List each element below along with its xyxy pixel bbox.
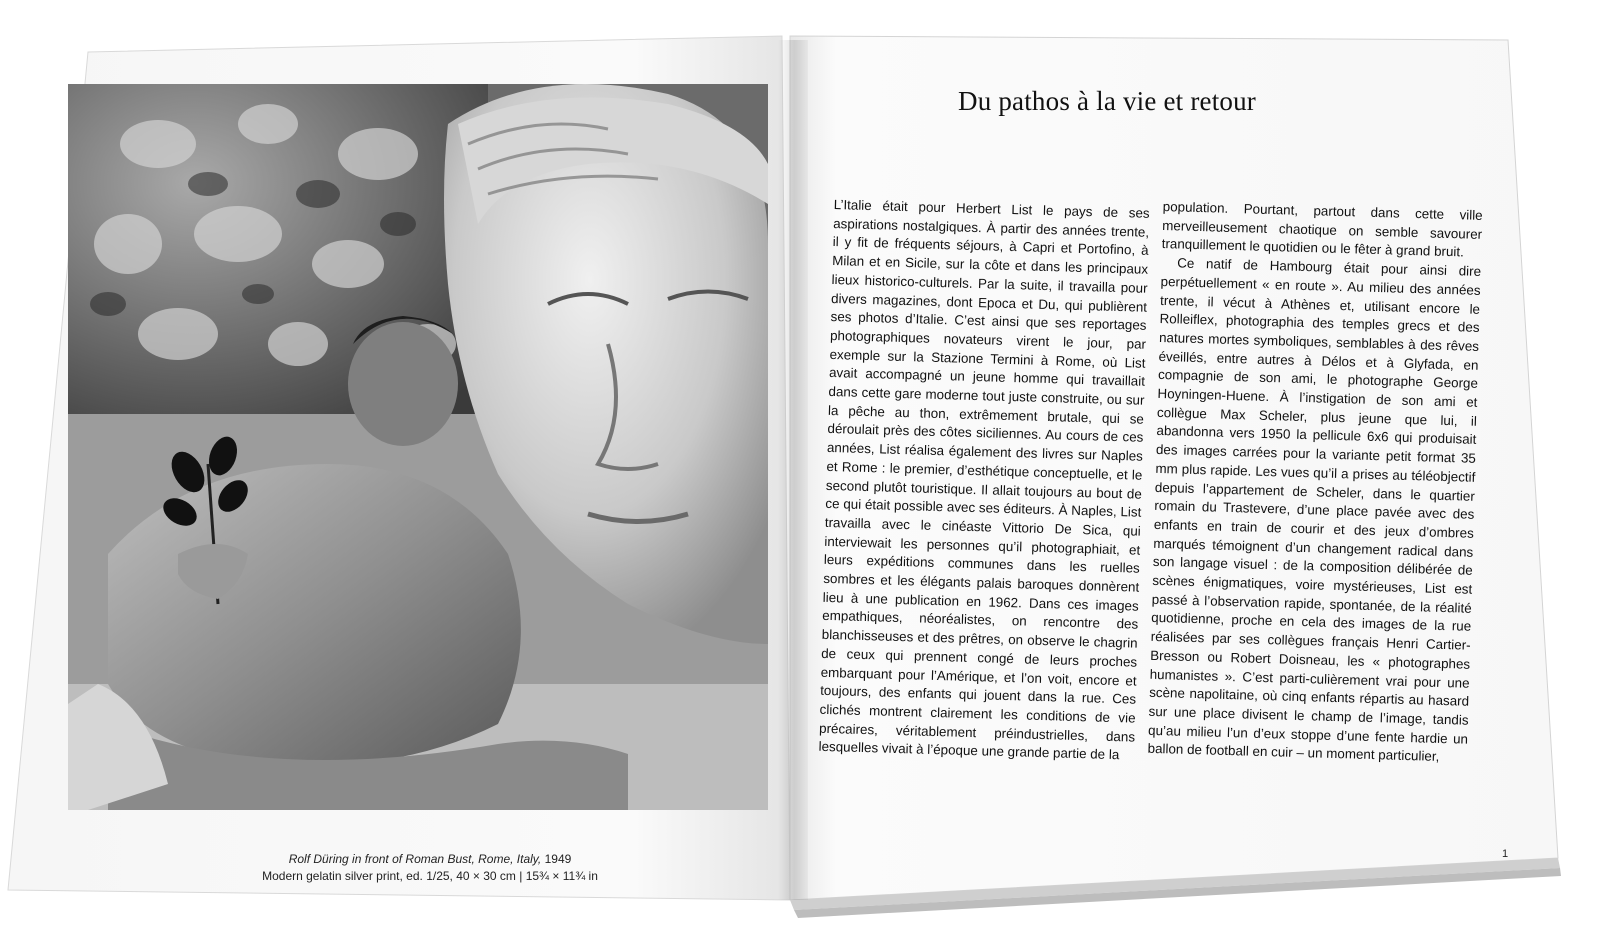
article-heading: Du pathos à la vie et retour	[958, 86, 1256, 116]
text-column-2	[1147, 198, 1483, 768]
caption-year: 1949	[544, 852, 572, 866]
paragraph: L’Italie était pour Herbert List le pays de ses aspirations nostalgiques. À partir des années trente, il y fit de fréquents séjours, à Capri et Portofino, à Milan et en Sicile, sur la côte et dans les principaux lieux historico-culturels. Par la suite, il travailla pour divers magazines, dont Epoca et Du, qui publièrent ses photos d’Italie. C’est ainsi que ses reportages photographiques novateurs virent le jour, par exemple sur la Stazione Termini à Rome, où List avait accompagné un jeune homme qui travaillait dans cette gare moderne tout juste construite, ou sur la pêche au thon, extrêmement brutale, qui se déroulait près des côtes siciliennes. Au cours de ces années, List réalisa également des livres sur Naples et Rome : le premier, d’esthétique conceptuelle, et le second plutôt touristique. Il allait toujours au bout de ce qui était possible avec ses éditeurs. À Naples, List travailla avec le cinéaste Vittorio De Sica, qui interviewait les personnes qu’il photographiait, et leurs expéditions communes dans les ruelles sombres et les élégants palais baroques donnèrent lieu à une publication en 1962. Dans ces images empathiques, néoréalistes, on rencontre des blanchisseuses et des prêtres, on observe le chagrin de ceux qui prennent congé de leurs proches embarquant pour l’Amérique, et l’on voit, encore et toujours, des enfants qui jouent dans la rue. Ces clichés montrent clairement les conditions de vie précaires, véritablement préindustrielles, dans lesquelles vivait à l’époque une grande partie de la	[818, 196, 1150, 763]
paragraph: Ce natif de Hambourg était pour ainsi dire perpétuellement « en route ». Au milieu des années trente, il vécut à Athènes et, utilisant encore le Rolleiflex, photographia des temples grecs et des natures mortes symboliques, semblables à des rêves éveillés, entre autres à Délos et à Glyfada, en compagnie de son ami, le photographe George Hoyningen-Huene. À l’instigation de son ami et collègue Max Scheler, plus jeune que lui, il abandonna vers 1950 la pellicule 6x6 qui produisait des images carrées pour la variante petit format 35 mm plus rapide. Les vues qu’il a prises au téléobjectif depuis l’appartement de Scheler, dans le quartier romain du Trastevere, d’une place pavée avec des enfants en train de courir et des jeux d’ombres marqués témoignent d’un changement radical dans son langage visuel : de la composition délibérée de scènes énigmatiques, voire mystérieuses, List est passé à l’observation rapide, spontanée, de la réalité quotidienne, proche en cela des images de la rue réalisées par ses collègues français Henri Cartier-Bresson ou Robert Doisneau, les « photographes humanistes ». C’est parti-culièrement vrai pour une scène napolitaine, où cinq enfants répartis au hasard sur une place divisent le champ de l’image, tandis qu’au milieu l’un d’eux stoppe d’une fente hardie un ballon de football en cuir – un moment particulier,	[1147, 255, 1482, 765]
paragraph: population. Pourtant, partout dans cette ville merveilleusement chaotique on semble savourer tranquillement le quotidien ou le fêter à grand bruit.	[1161, 198, 1483, 260]
text-column-1	[818, 196, 1150, 766]
caption-details: Modern gelatin silver print, ed. 1/25, 40 × 30 cm | 15¾ × 11¾ in	[262, 869, 598, 883]
caption-title: Rolf Düring in front of Roman Bust, Rome, Italy,	[288, 852, 542, 866]
page-number: 1	[1502, 848, 1509, 860]
